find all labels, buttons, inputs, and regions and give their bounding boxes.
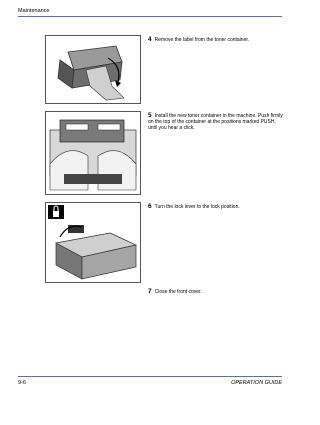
toner-label-illustration: [46, 36, 140, 103]
step-number: 4: [148, 36, 152, 43]
install-toner-illustration: [46, 112, 140, 194]
lock-lever-illustration: [46, 203, 140, 282]
step-7: [148, 289, 284, 295]
header-title: Maintenance: [18, 8, 50, 14]
step-text: Turn the lock lever to the lock position.: [154, 204, 240, 210]
step-number: 5: [148, 112, 152, 119]
figure-lock-lever: [45, 202, 141, 283]
footer-guide-title: OPERATION GUIDE: [231, 380, 282, 386]
footer-page-number: 9-6: [18, 380, 26, 386]
step-4: [148, 37, 284, 43]
figure-install-toner: [45, 111, 141, 195]
footer-rule: [18, 376, 282, 377]
step-number: 7: [148, 288, 152, 295]
step-number: 6: [148, 203, 152, 210]
step-text: Close the front cover.: [154, 289, 202, 295]
step-text: Remove the label from the toner container.: [154, 37, 250, 43]
figure-remove-label: [45, 35, 141, 104]
step-5: [148, 113, 284, 132]
step-text: Install the new toner container in the machine. Push firmly on the top of the container at the positions marked PUSH, until you hear a click.: [148, 113, 283, 132]
header-rule: [18, 16, 282, 17]
step-6: [148, 204, 284, 210]
